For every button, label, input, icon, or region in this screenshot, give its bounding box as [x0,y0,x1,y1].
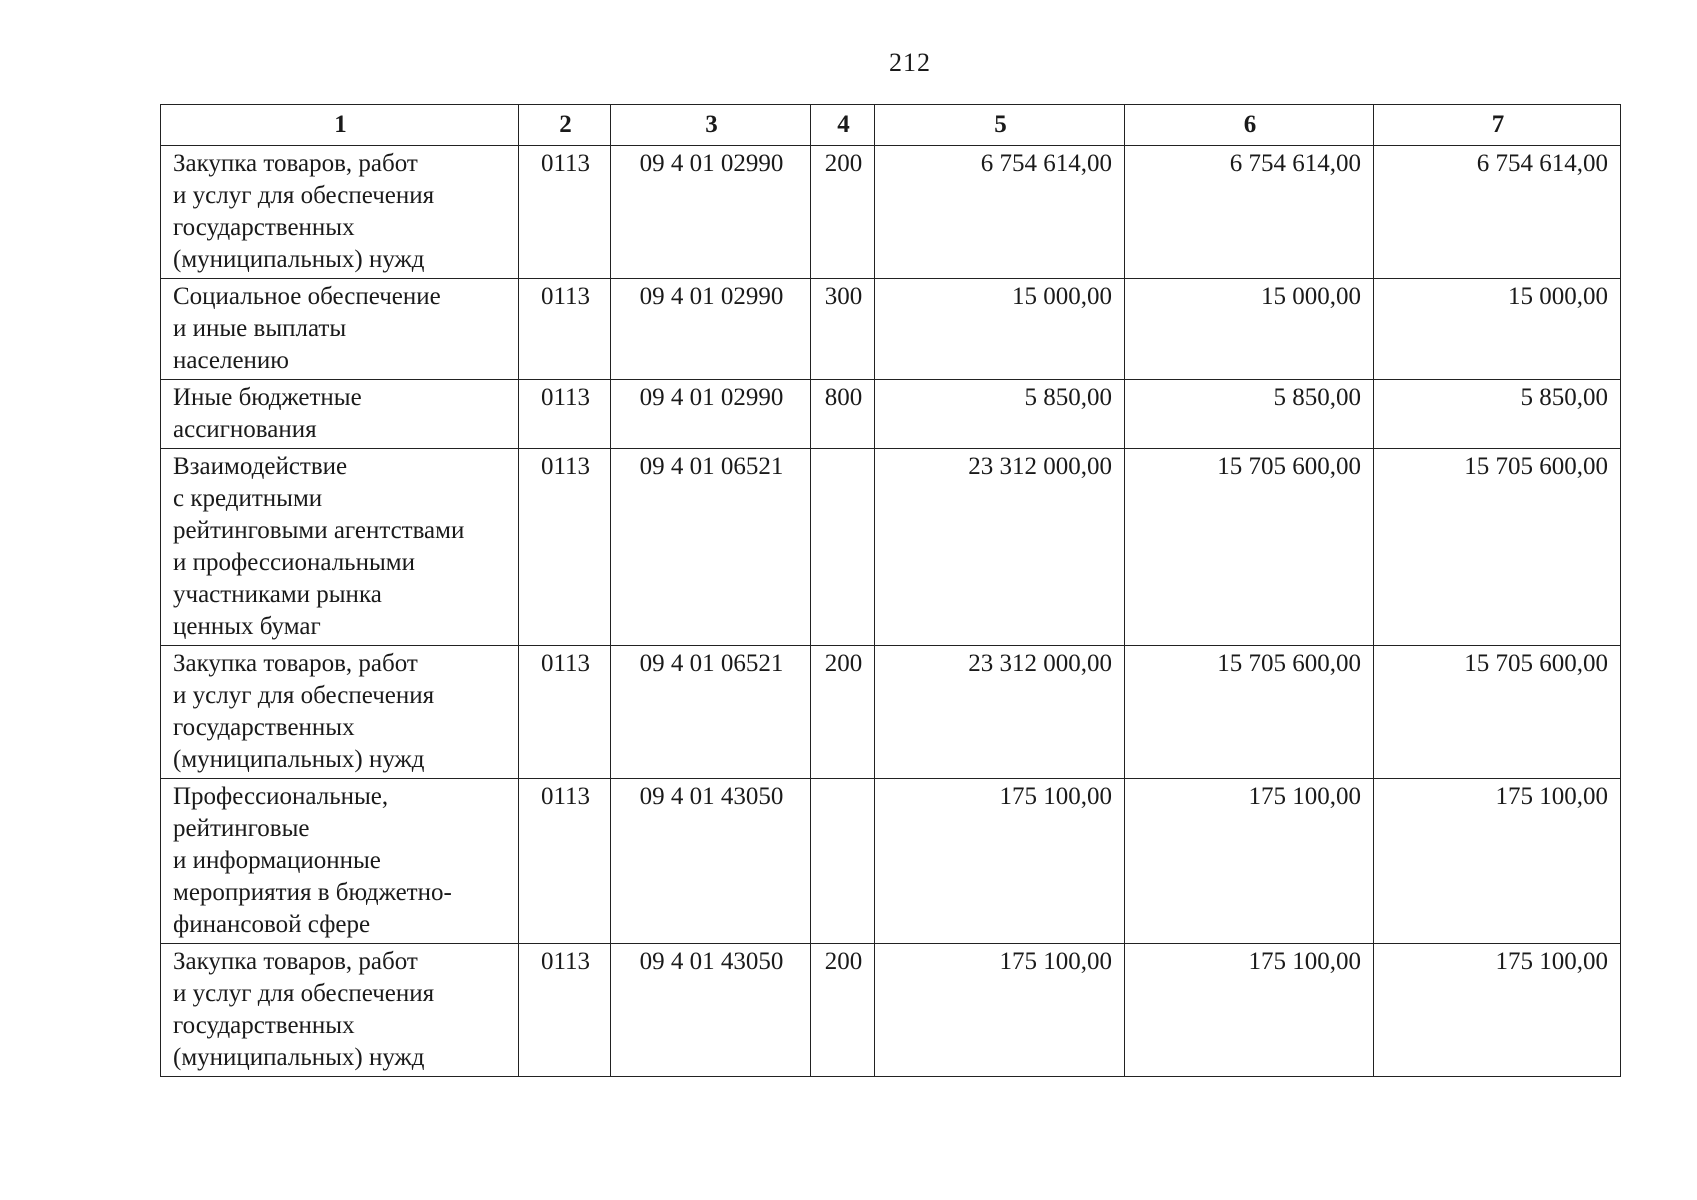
amount-col6: 15 705 600,00 [1125,646,1374,779]
table-row [161,146,1621,279]
amount-col7: 5 850,00 [1374,380,1621,449]
amount-col7: 175 100,00 [1374,779,1621,944]
amount-col7: 6 754 614,00 [1374,146,1621,279]
target-code: 09 4 01 06521 [611,449,811,646]
type-code: 800 [811,380,875,449]
amount-col5: 6 754 614,00 [875,146,1125,279]
section-code: 0113 [519,146,611,279]
type-code: 200 [811,944,875,1077]
amount-col6: 5 850,00 [1125,380,1374,449]
header-cell-2: 2 [519,105,611,146]
amount-col6: 15 000,00 [1125,279,1374,380]
type-code: 200 [811,646,875,779]
header-cell-5: 5 [875,105,1125,146]
item-name: Закупка товаров, работ и услуг для обеспечения государственных (муниципальных) нужд [161,646,519,779]
header-cell-6: 6 [1125,105,1374,146]
target-code: 09 4 01 43050 [611,779,811,944]
item-name: Закупка товаров, работ и услуг для обеспечения государственных (муниципальных) нужд [161,146,519,279]
type-code [811,449,875,646]
table-row [161,779,1621,944]
table-header [161,105,1621,146]
amount-col7: 15 705 600,00 [1374,449,1621,646]
page-number: 212 [889,48,931,77]
table-row [161,449,1621,646]
target-code: 09 4 01 06521 [611,646,811,779]
amount-col5: 23 312 000,00 [875,646,1125,779]
target-code: 09 4 01 02990 [611,146,811,279]
table-row [161,944,1621,1077]
header-cell-1: 1 [161,105,519,146]
table-row [161,380,1621,449]
amount-col5: 175 100,00 [875,779,1125,944]
header-row [161,105,1621,146]
amount-col5: 23 312 000,00 [875,449,1125,646]
amount-col5: 175 100,00 [875,944,1125,1077]
budget-table [160,104,1621,1077]
section-code: 0113 [519,380,611,449]
item-name: Закупка товаров, работ и услуг для обеспечения государственных (муниципальных) нужд [161,944,519,1077]
section-code: 0113 [519,646,611,779]
target-code: 09 4 01 02990 [611,380,811,449]
amount-col5: 15 000,00 [875,279,1125,380]
item-name: Профессиональные, рейтинговые и информационные мероприятия в бюджетно- финансовой сфере [161,779,519,944]
amount-col7: 15 705 600,00 [1374,646,1621,779]
amount-col6: 6 754 614,00 [1125,146,1374,279]
table-row [161,646,1621,779]
target-code: 09 4 01 43050 [611,944,811,1077]
type-code: 200 [811,146,875,279]
header-cell-4: 4 [811,105,875,146]
section-code: 0113 [519,449,611,646]
type-code [811,779,875,944]
section-code: 0113 [519,779,611,944]
amount-col6: 175 100,00 [1125,779,1374,944]
amount-col6: 15 705 600,00 [1125,449,1374,646]
target-code: 09 4 01 02990 [611,279,811,380]
table-body [161,146,1621,1077]
section-code: 0113 [519,944,611,1077]
header-cell-3: 3 [611,105,811,146]
item-name: Социальное обеспечение и иные выплаты населению [161,279,519,380]
amount-col5: 5 850,00 [875,380,1125,449]
amount-col7: 175 100,00 [1374,944,1621,1077]
table-row [161,279,1621,380]
header-cell-7: 7 [1374,105,1621,146]
section-code: 0113 [519,279,611,380]
type-code: 300 [811,279,875,380]
amount-col6: 175 100,00 [1125,944,1374,1077]
amount-col7: 15 000,00 [1374,279,1621,380]
item-name: Иные бюджетные ассигнования [161,380,519,449]
item-name: Взаимодействие с кредитными рейтинговыми агентствами и профессиональными участниками рынка ценных бумаг [161,449,519,646]
